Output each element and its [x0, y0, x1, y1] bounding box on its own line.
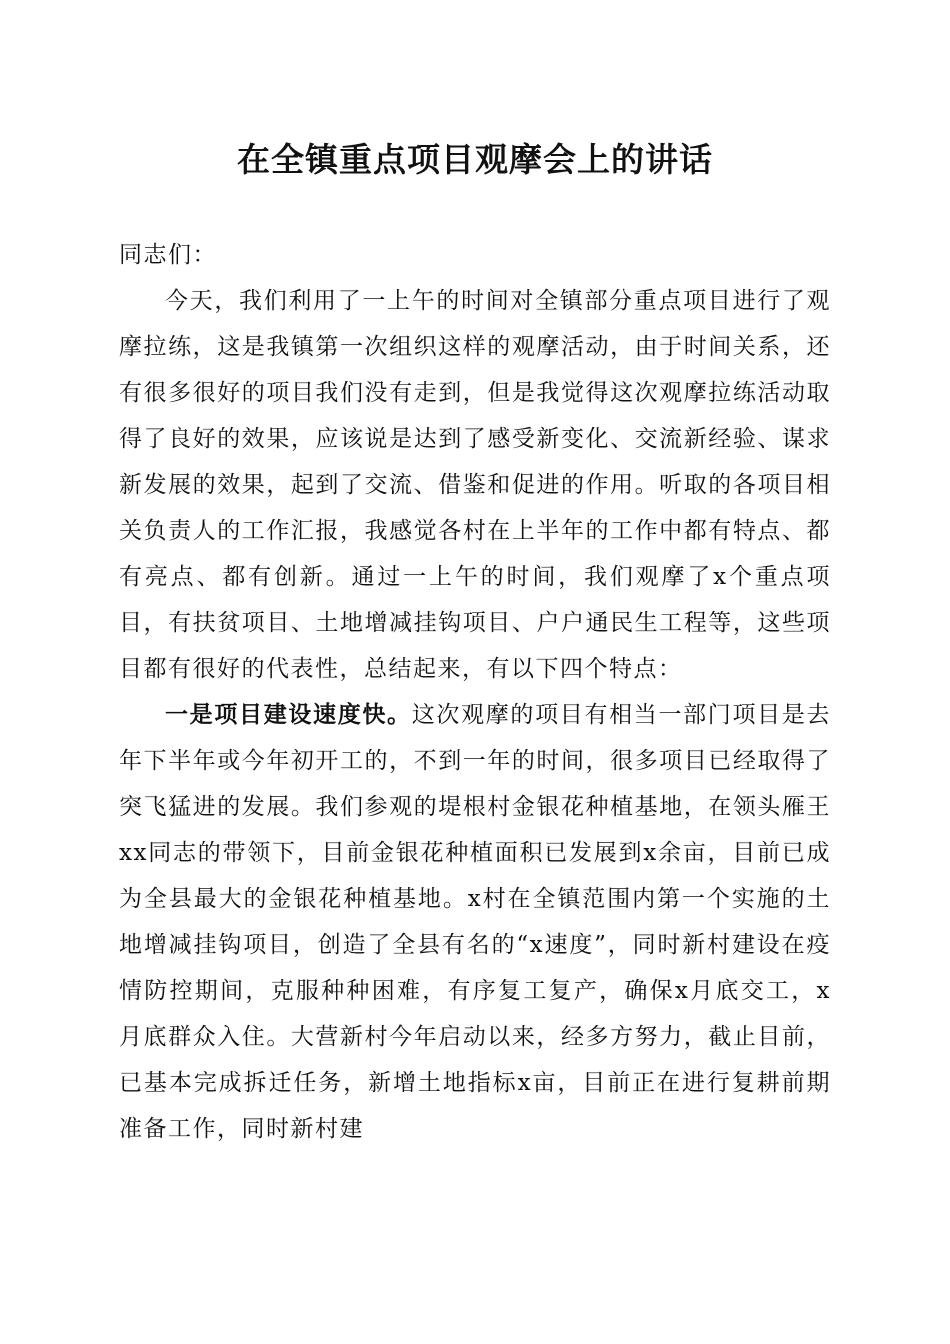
document-body — [119, 232, 831, 1152]
paragraph-point-one-lead: 一是项目建设速度快。 — [165, 701, 412, 728]
document-title: 在全镇重点项目观摩会上的讲话 — [237, 140, 713, 179]
paragraph-point-one — [119, 692, 831, 1152]
paragraph-point-one-body: 这次观摩的项目有相当一部门项目是去年下半年或今年初开工的，不到一年的时间，很多项目已经取得了突飞猛进的发展。我们参观的堤根村金银花种植基地，在领头雁王xx同志的带领下，目前金银花种植面积已发展到x余亩，目前已成为全县最大的金银花种植基地。x村在全镇范围内第一个实施的土地增减挂钩项目，创造了全县有名的“x速度”，同时新村建设在疫情防控期间，克服种种困难，有序复工复产，确保x月底交工，x月底群众入住。大营新村今年启动以来，经多方努力，截止目前，已基本完成拆迁任务，新增土地指标x亩，目前正在进行复耕前期准备工作，同时新村建 — [119, 702, 832, 1142]
salutation: 同志们： — [119, 242, 217, 268]
paragraph-intro: 今天，我们利用了一上午的时间对全镇部分重点项目进行了观摩拉练，这是我镇第一次组织这样的观摩活动，由于时间关系，还有很多很好的项目我们没有走到，但是我觉得这次观摩拉练活动取得了良好的效果，应该说是达到了感受新变化、交流新经验、谋求新发展的效果，起到了交流、借鉴和促进的作用。听取的各项目相关负责人的工作汇报，我感觉各村在上半年的工作中都有特点、都有亮点、都有创新。通过一上午的时间，我们观摩了x个重点项目，有扶贫项目、土地增减挂钩项目、户户通民生工程等，这些项目都有很好的代表性，总结起来，有以下四个特点： — [119, 288, 831, 682]
